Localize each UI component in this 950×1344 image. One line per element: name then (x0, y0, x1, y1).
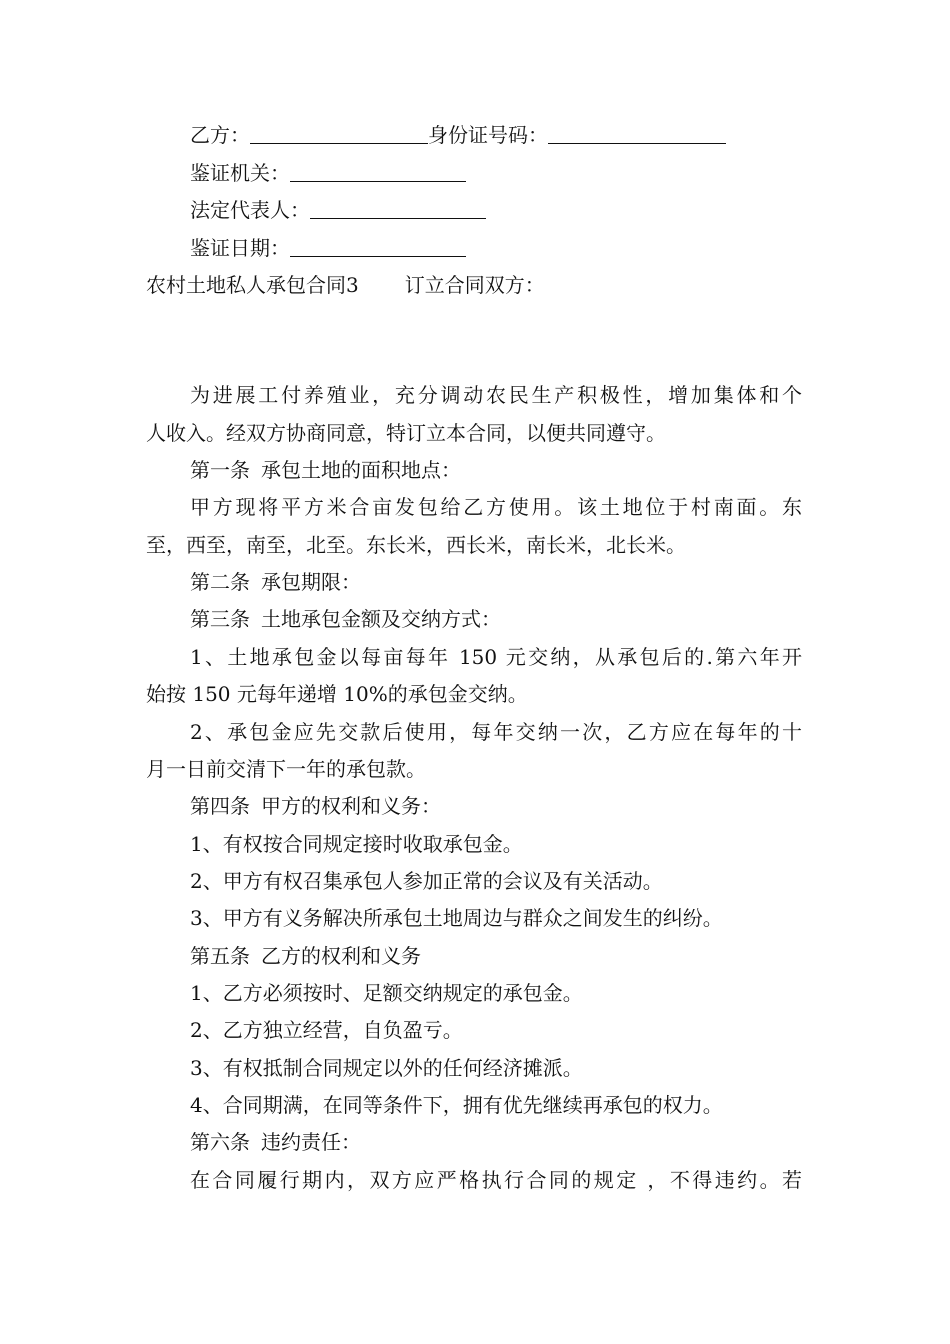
party-b-line (190, 123, 726, 147)
article-4-item-3: 3、甲方有义务解决所承包土地周边与群众之间发生的纠纷。 (190, 906, 723, 930)
article-1-line-2: 至，西至，南至，北至。东长米，西长米，南长米，北长米。 (146, 533, 686, 557)
verify-org-blank (290, 161, 466, 182)
id-number-blank (548, 123, 726, 144)
party-b-label: 乙方： (190, 123, 250, 147)
article-3-item-2-line-2: 月一日前交清下一年的承包款。 (146, 757, 426, 781)
article-6-line-1: 在合同履行期内，双方应严格执行合同的规定 ，不得违约。若 (190, 1168, 802, 1192)
article-4-number: 第四条 (190, 794, 250, 818)
id-number-label: 身份证号码： (428, 123, 548, 147)
article-4-item-1: 1、有权按合同规定接时收取承包金。 (190, 832, 523, 856)
article-5-title: 乙方的权利和义务 (261, 944, 421, 968)
article-6-heading (190, 1130, 361, 1154)
article-1-line-1: 甲方现将平方米合亩发包给乙方使用。该土地位于村南面。东 (190, 495, 802, 519)
legal-rep-line (190, 198, 486, 222)
verify-date-line (190, 236, 466, 260)
article-2-title: 承包期限： (261, 570, 361, 594)
article-1-number: 第一条 (190, 458, 250, 482)
article-2-number: 第二条 (190, 570, 250, 594)
contract-title: 农村土地私人承包合同3 (146, 273, 359, 297)
party-b-blank (250, 123, 428, 144)
verify-date-label: 鉴证日期： (190, 236, 290, 260)
article-4-heading (190, 794, 441, 818)
legal-rep-blank (310, 198, 486, 219)
article-3-item-1-line-1: 1、土地承包金以每亩每年 150 元交纳，从承包后的.第六年开 (190, 645, 802, 669)
article-4-item-2: 2、甲方有权召集承包人参加正常的会议及有关活动。 (190, 869, 663, 893)
contract-heading (146, 273, 545, 297)
verify-org-line (190, 161, 466, 185)
article-3-title: 土地承包金额及交纳方式： (261, 607, 501, 631)
article-3-heading (190, 607, 501, 631)
article-5-item-3: 3、有权抵制合同规定以外的任何经济摊派。 (190, 1056, 583, 1080)
article-1-title: 承包土地的面积地点： (261, 458, 461, 482)
intro-line-2: 人收入。经双方协商同意，特订立本合同，以便共同遵守。 (146, 421, 666, 445)
article-5-item-1: 1、乙方必须按时、足额交纳规定的承包金。 (190, 981, 583, 1005)
intro-line-1: 为进展工付养殖业，充分调动农民生产积极性，增加集体和个 (190, 383, 802, 407)
parties-label: 订立合同双方： (404, 273, 545, 297)
article-2-heading (190, 570, 361, 594)
article-3-number: 第三条 (190, 607, 250, 631)
article-5-number: 第五条 (190, 944, 250, 968)
article-3-item-2-line-1: 2、承包金应先交款后使用，每年交纳一次，乙方应在每年的十 (190, 720, 802, 744)
verify-date-blank (290, 236, 466, 257)
article-6-number: 第六条 (190, 1130, 250, 1154)
article-3-item-1-line-2: 始按 150 元每年递增 10%的承包金交纳。 (146, 682, 528, 706)
article-5-heading (190, 944, 421, 968)
article-4-title: 甲方的权利和义务： (261, 794, 441, 818)
article-1-heading (190, 458, 461, 482)
verify-org-label: 鉴证机关： (190, 161, 290, 185)
legal-rep-label: 法定代表人： (190, 198, 310, 222)
article-6-title: 违约责任： (261, 1130, 361, 1154)
article-5-item-4: 4、合同期满，在同等条件下，拥有优先继续再承包的权力。 (190, 1093, 723, 1117)
article-5-item-2: 2、乙方独立经营，自负盈亏。 (190, 1018, 463, 1042)
